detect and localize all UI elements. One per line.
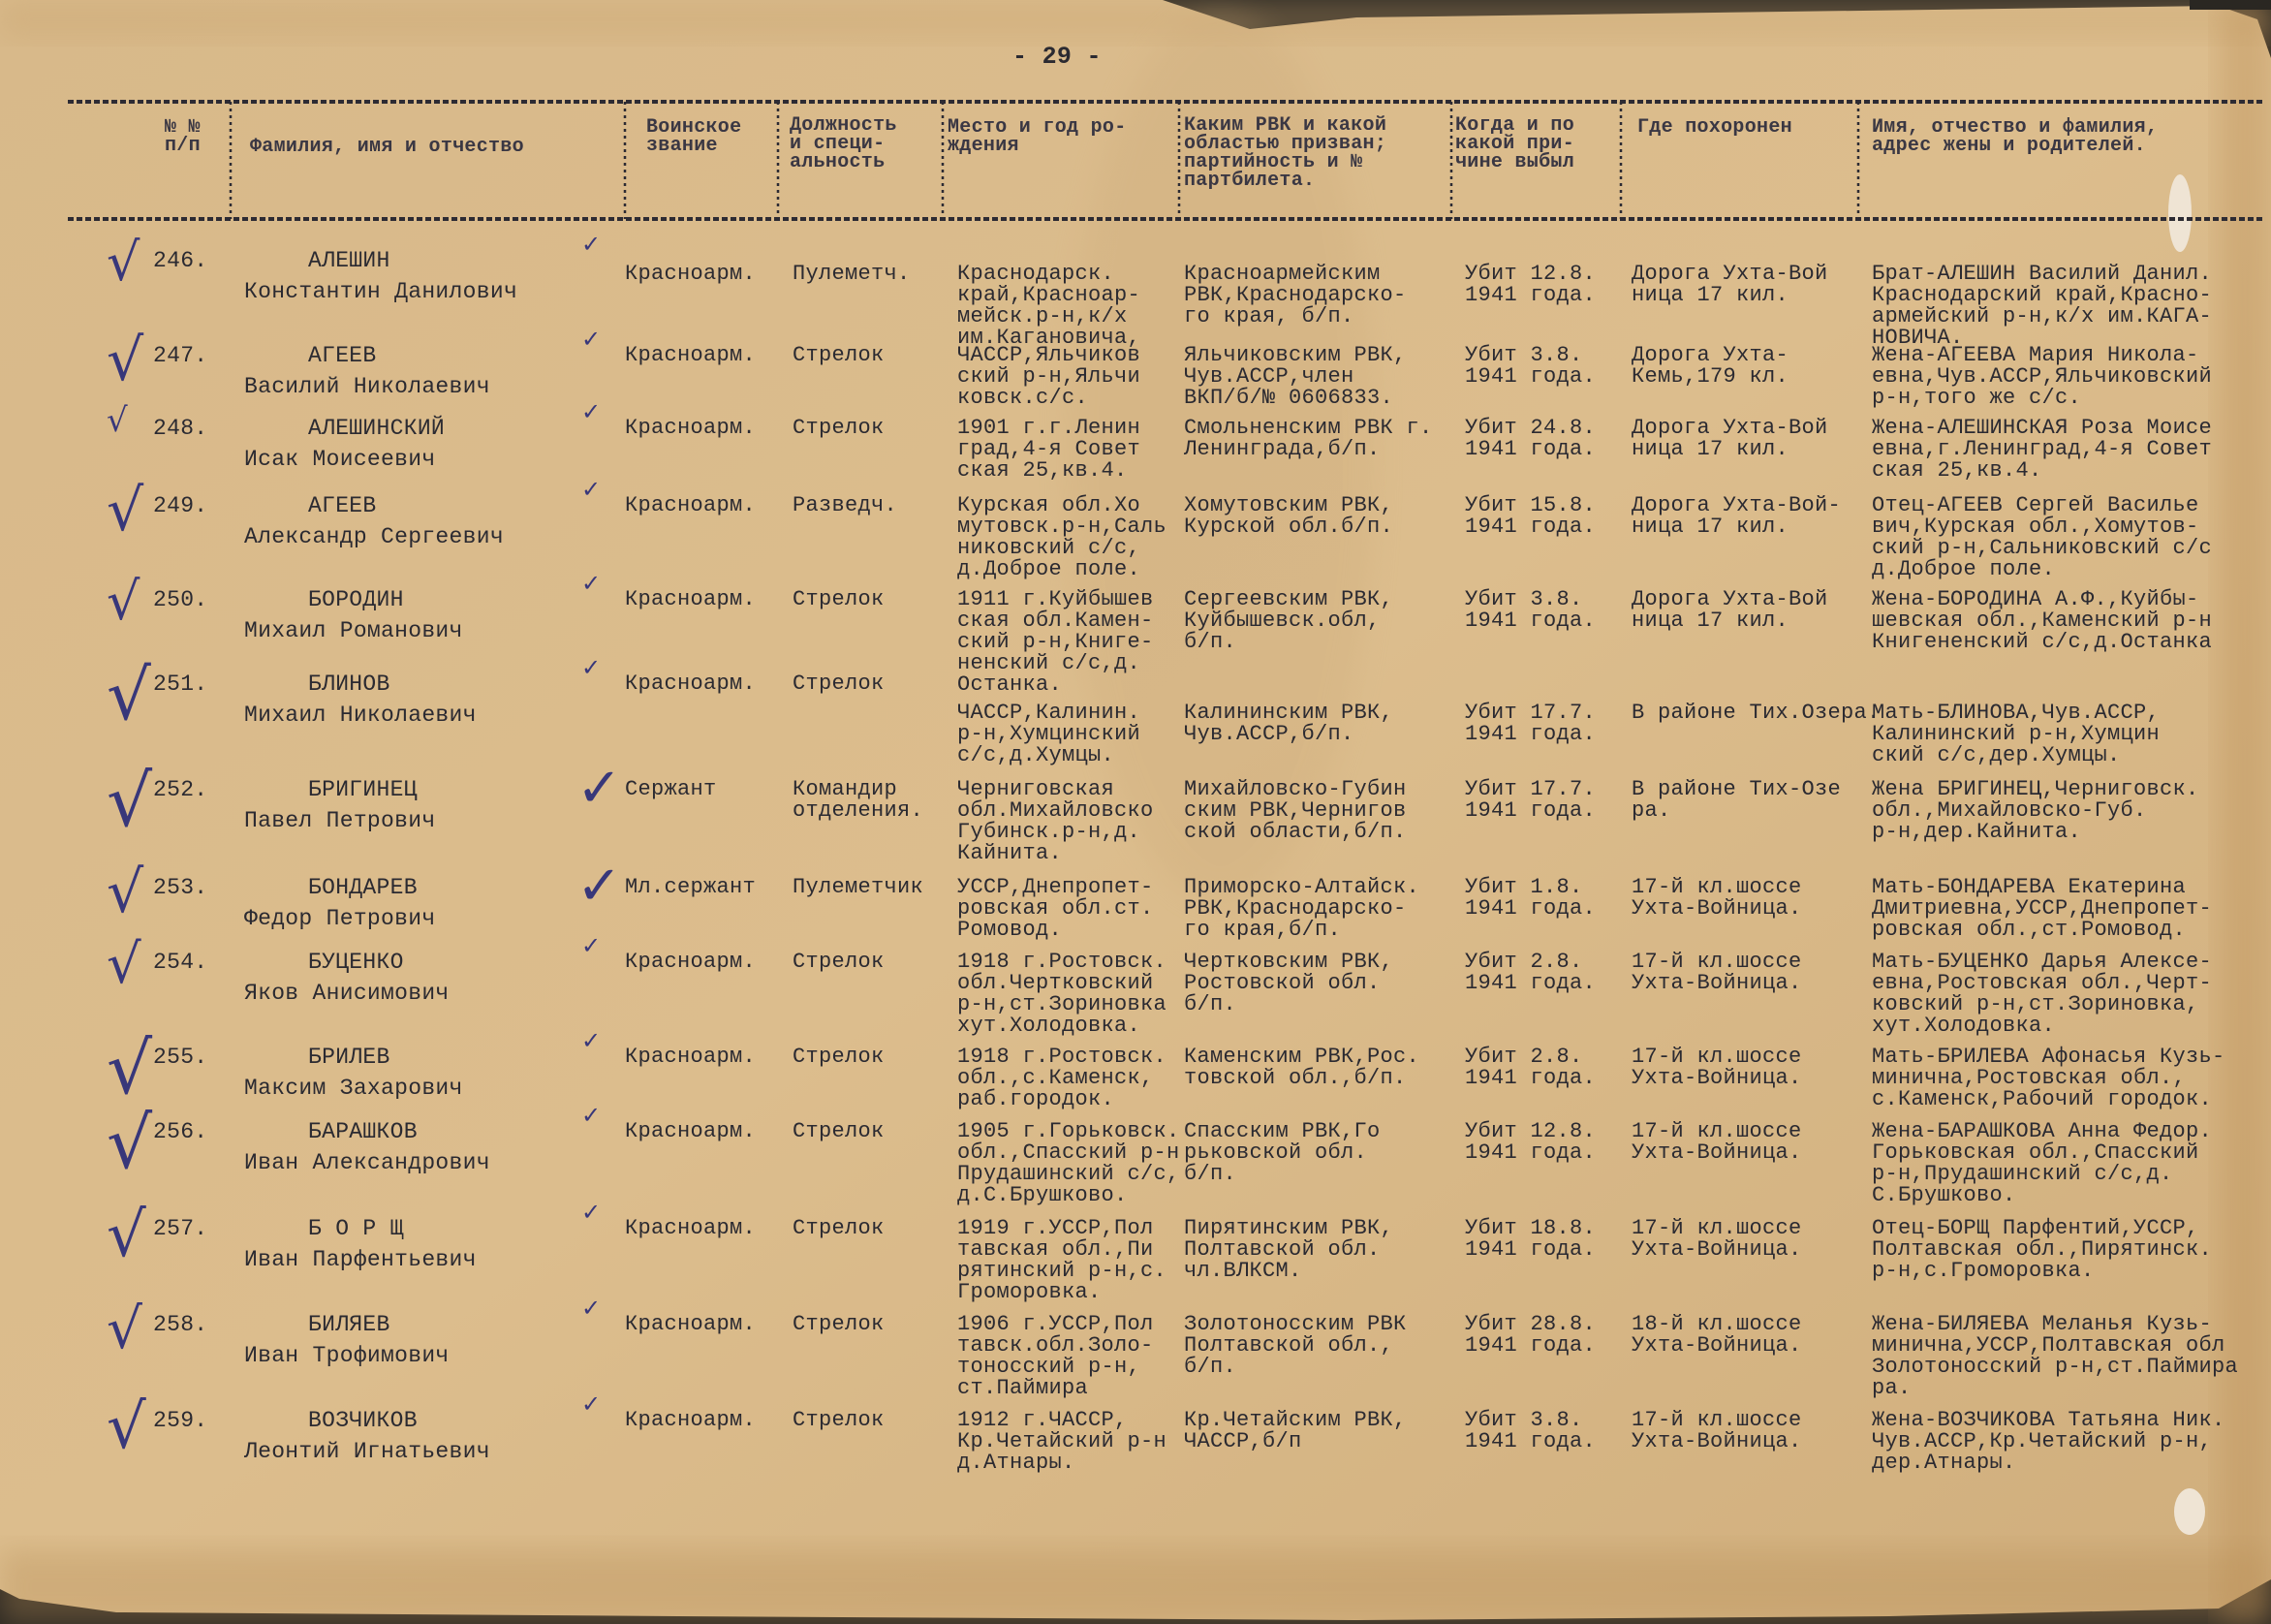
header-col-burial: Где похоронен [1637, 116, 1792, 139]
burial-cell: Дорога Ухта-Вой ница 17 кил. [1632, 262, 1828, 307]
surname: БЛИНОВ [308, 671, 390, 697]
birthplace-cell: 1912 г.ЧАССР, Кр.Четайский р-н д.Атнары. [957, 1408, 1167, 1475]
header-col-when-left: Когда и по какой при- чине выбыл [1455, 114, 1575, 173]
verification-check-icon: ✓ [581, 1102, 602, 1129]
row-number: 251. [153, 671, 208, 697]
when-left-cell: Убит 3.8. 1941 года. [1465, 343, 1597, 389]
position-cell: Стрелок [793, 1119, 885, 1143]
row-number: 255. [153, 1045, 208, 1070]
rank-cell: Красноарм. [625, 262, 757, 286]
when-left-cell: Убит 12.8. 1941 года. [1465, 1119, 1597, 1165]
paper-tear [2174, 1488, 2205, 1535]
rank-cell: Красноарм. [625, 950, 757, 974]
when-left-cell: Убит 3.8. 1941 года. [1465, 1408, 1597, 1453]
when-left-cell: Убит 2.8. 1941 года. [1465, 1045, 1597, 1090]
position-cell: Стрелок [793, 587, 885, 611]
given-names: Василий Николаевич [244, 374, 490, 399]
burial-cell: 17-й кл.шоссе Ухта-Войница. [1632, 950, 1802, 995]
verification-check-icon: ✓ [581, 476, 602, 503]
verification-check-icon: ✓ [581, 570, 602, 597]
surname: БРИГИНЕЦ [308, 777, 418, 802]
header-col-name: Фамилия, имя и отчество [250, 136, 524, 158]
given-names: Александр Сергеевич [244, 524, 504, 549]
rank-cell: Красноарм. [625, 416, 757, 440]
position-cell: Стрелок [793, 343, 885, 367]
header-col-number: № № п/п [165, 116, 201, 157]
row-number: 259. [153, 1408, 208, 1433]
given-names: Иван Александрович [244, 1150, 490, 1175]
position-cell: Стрелок [793, 671, 885, 696]
when-left-cell: Убит 18.8. 1941 года. [1465, 1216, 1597, 1262]
surname: БУЦЕНКО [308, 950, 404, 975]
verification-check-icon: ✓ [581, 326, 602, 353]
surname: ВОЗЧИКОВ [308, 1408, 418, 1433]
relatives-cell: Мать-БОНДАРЕВА Екатерина Дмитриевна,УССР,Днепропет- ровская обл.,ст.Ромовод. [1872, 875, 2213, 942]
draft-office-cell: Каменским РВК,Рос. товской обл.,б/п. [1184, 1045, 1420, 1090]
verification-check-icon: ✓ [581, 654, 602, 681]
rank-cell: Красноарм. [625, 1045, 757, 1069]
when-left-cell: Убит 12.8. 1941 года. [1465, 262, 1597, 307]
when-left-cell: Убит 28.8. 1941 года. [1465, 1312, 1597, 1358]
surname: БОНДАРЕВ [308, 875, 418, 900]
relatives-cell: Жена-БАРАШКОВА Анна Федор. Горьковская обл.,Спасский р-н,Прудашинский с/с,д. С.Брушково. [1872, 1119, 2213, 1207]
when-left-cell: Убит 24.8. 1941 года. [1465, 416, 1597, 461]
row-number: 254. [153, 950, 208, 975]
draft-office-cell: Пирятинским РВК, Полтавской обл. чл.ВЛКСМ. [1184, 1216, 1394, 1283]
draft-office-cell: Сергеевским РВК, Куйбышевск.обл, б/п. [1184, 587, 1394, 654]
burial-cell: Дорога Ухта- Кемь,179 кл. [1632, 343, 1789, 389]
check-mark-icon: √ [107, 401, 128, 440]
given-names: Иван Трофимович [244, 1343, 450, 1368]
verification-check-icon: ✓ [581, 1390, 602, 1418]
surname: АГЕЕВ [308, 343, 377, 368]
draft-office-cell: Хомутовским РВК, Курской обл.б/п. [1184, 493, 1394, 539]
draft-office-cell: Кр.Четайским РВК, ЧАССР,б/п [1184, 1408, 1407, 1453]
relatives-cell: Жена-БОРОДИНА А.Ф.,Куйбы- шевская обл.,Каменский р-н Книгененский с/с,д.Останка [1872, 587, 2213, 654]
birthplace-cell: 1918 г.Ростовск. обл.Чертковский р-н,ст.Зориновка хут.Холодовка. [957, 950, 1167, 1038]
relatives-cell: Мать-БЛИНОВА,Чув.АССР, Калининский р-н,Хумцин ский с/с,дер.Хумцы. [1872, 701, 2161, 767]
burial-cell: Дорога Ухта-Вой ница 17 кил. [1632, 416, 1828, 461]
draft-office-cell: Приморско-Алтайск. РВК,Краснодарско- го края,б/п. [1184, 875, 1420, 942]
verification-check-icon: ✓ [576, 757, 622, 820]
draft-office-cell: Яльчиковским РВК, Чув.АССР,член ВКП/б/№ 0606833. [1184, 343, 1407, 410]
check-mark-icon: √ [107, 1296, 142, 1361]
check-mark-icon: √ [107, 1200, 146, 1271]
relatives-cell: Брат-АЛЕШИН Василий Данил. Краснодарский край,Красно- армейский р-н,к/х им.КАГА- НОВИЧА. [1872, 262, 2213, 350]
birthplace-cell: ЧАССР,Калинин. р-н,Хумцинский с/с,д.Хумцы. [957, 701, 1141, 767]
given-names: Иван Парфентьевич [244, 1247, 477, 1272]
row-number: 256. [153, 1119, 208, 1144]
rank-cell: Красноарм. [625, 493, 757, 517]
position-cell: Стрелок [793, 1216, 885, 1240]
verification-check-icon: ✓ [581, 1027, 602, 1054]
relatives-cell: Жена БРИГИНЕЦ,Черниговск. обл.,Михайловско-Губ. р-н,дер.Кайнита. [1872, 777, 2199, 844]
relatives-cell: Отец-АГЕЕВ Сергей Васильe вич,Курская обл.,Хомутов- ский р-н,Сальниковский с/с д.Доброе поле. [1872, 493, 2213, 581]
draft-office-cell: Михайловско-Губин ским РВК,Чернигов ской области,б/п. [1184, 777, 1407, 844]
relatives-cell: Жена-ВОЗЧИКОВА Татьяна Ник. Чув.АССР,Кр.Четайский р-н, дер.Атнары. [1872, 1408, 2225, 1475]
burial-cell: Дорога Ухта-Вой ница 17 кил. [1632, 587, 1828, 633]
rank-cell: Красноарм. [625, 1119, 757, 1143]
check-mark-icon: √ [107, 760, 153, 843]
burial-cell: В районе Тих-Озе ра. [1632, 777, 1842, 823]
row-number: 249. [153, 493, 208, 518]
birthplace-cell: 1911 г.Куйбышев ская обл.Камен- ский р-н,Книге- ненский с/с,д. Останка. [957, 587, 1154, 697]
rank-cell: Красноарм. [625, 343, 757, 367]
when-left-cell: Убит 17.7. 1941 года. [1465, 777, 1597, 823]
draft-office-cell: Смольненским РВК г. Ленинграда,б/п. [1184, 416, 1433, 461]
check-mark-icon: √ [107, 1391, 146, 1463]
given-names: Исак Моисеевич [244, 447, 436, 472]
burial-cell: 17-й кл.шоссе Ухта-Войница. [1632, 875, 1802, 921]
header-col-position: Должность и специ- альность [790, 114, 897, 173]
position-cell: Стрелок [793, 1312, 885, 1336]
rank-cell: Сержант [625, 777, 717, 801]
paper-tear [2168, 174, 2192, 252]
surname: БРИЛЕВ [308, 1045, 390, 1070]
verification-check-icon: ✓ [581, 231, 602, 258]
check-mark-icon: √ [107, 1027, 153, 1110]
position-cell: Командир отделения. [793, 777, 924, 823]
birthplace-cell: Курская обл.Хо мутовск.р-н,Саль никовский с/с, д.Доброе поле. [957, 493, 1167, 581]
position-cell: Пулеметч. [793, 262, 911, 286]
given-names: Леонтий Игнатьевич [244, 1439, 490, 1464]
birthplace-cell: Черниговская обл.Михайловско Губинск.р-н,д. Кайнита. [957, 777, 1154, 865]
burial-cell: 17-й кл.шоссе Ухта-Войница. [1632, 1408, 1802, 1453]
when-left-cell: Убит 2.8. 1941 года. [1465, 950, 1597, 995]
header-col-relatives: Имя, отчество и фамилия, адрес жены и родителей. [1872, 116, 2159, 157]
birthplace-cell: 1906 г.УССР,Пол тавск.обл.Золо- тоносский р-н, ст.Паймира [957, 1312, 1154, 1400]
given-names: Максим Захарович [244, 1076, 463, 1101]
row-number: 257. [153, 1216, 208, 1241]
surname: БИЛЯЕВ [308, 1312, 390, 1337]
birthplace-cell: Краснодарск. край,Красноар- мейск.р-н,к/х им.Кагановича, [957, 262, 1141, 350]
surname: АЛЕШИНСКИЙ [308, 416, 446, 441]
relatives-cell: Мать-БУЦЕНКО Дарья Алексе- евна,Ростовская обл.,Черт- ковский р-н,ст.Зориновка, хут.Холодовка. [1872, 950, 2213, 1038]
relatives-cell: Мать-БРИЛЕВА Афонасья Кузь- минична,Ростовская обл., с.Каменск,Рабочий городок. [1872, 1045, 2225, 1111]
given-names: Яков Анисимович [244, 981, 450, 1006]
check-mark-icon: √ [107, 327, 144, 394]
check-mark-icon: √ [107, 859, 144, 926]
surname: Б О Р Щ [308, 1216, 404, 1241]
relatives-cell: Жена-АГЕЕВА Мария Никола- евна,Чув.АССР,Яльчиковский р-н,того же с/с. [1872, 343, 2213, 410]
position-cell: Стрелок [793, 1408, 885, 1432]
given-names: Михаил Романович [244, 618, 463, 643]
draft-office-cell: Чертковским РВК, Ростовской обл. б/п. [1184, 950, 1394, 1016]
birthplace-cell: 1919 г.УССР,Пол тавская обл.,Пи рятинский р-н,с. Громоровка. [957, 1216, 1167, 1304]
draft-office-cell: Спасским РВК,Го рьковской обл. б/п. [1184, 1119, 1381, 1186]
check-mark-icon: √ [107, 933, 141, 996]
position-cell: Стрелок [793, 1045, 885, 1069]
check-mark-icon: √ [107, 571, 140, 632]
given-names: Михаил Николаевич [244, 703, 477, 728]
relatives-cell: Жена-БИЛЯЕВА Меланья Кузь- минична,УССР,Полтавская обл Золотоносский р-н,ст.Паймира ра. [1872, 1312, 2239, 1400]
relatives-cell: Отец-БОРЩ Парфентий,УССР, Полтавская обл.,Пирятинск. р-н,с.Громоровка. [1872, 1216, 2213, 1283]
birthplace-cell: УССР,Днепропет- ровская обл.ст. Ромовод. [957, 875, 1154, 942]
row-number: 258. [153, 1312, 208, 1337]
birthplace-cell: 1905 г.Горьковск. обл.,Спасский р-н Прудашинский с/с, д.С.Брушково. [957, 1119, 1180, 1207]
surname: АЛЕШИН [308, 248, 390, 273]
rank-cell: Красноарм. [625, 671, 757, 696]
burial-cell: 17-й кл.шоссе Ухта-Войница. [1632, 1216, 1802, 1262]
relatives-cell: Жена-АЛЕШИНСКАЯ Роза Моисе евна,г.Ленинград,4-я Совет ская 25,кв.4. [1872, 416, 2213, 483]
check-mark-icon: √ [107, 232, 140, 293]
header-col-birthplace: Место и год ро- ждения [948, 116, 1127, 157]
given-names: Константин Данилович [244, 279, 518, 304]
position-cell: Стрелок [793, 416, 885, 440]
draft-office-cell: Золотоносским РВК Полтавской обл., б/п. [1184, 1312, 1407, 1379]
check-mark-icon: √ [107, 1102, 153, 1185]
row-number: 247. [153, 343, 208, 368]
birthplace-cell: 1901 г.г.Ленин град,4-я Совет ская 25,кв.4. [957, 416, 1141, 483]
when-left-cell: Убит 17.7. 1941 года. [1465, 701, 1597, 746]
position-cell: Разведч. [793, 493, 898, 517]
row-number: 250. [153, 587, 208, 612]
rank-cell: Красноарм. [625, 1408, 757, 1432]
birthplace-cell: ЧАССР,Яльчиков ский р-н,Яльчи ковск.с/с. [957, 343, 1141, 410]
burial-cell: 18-й кл.шоссе Ухта-Войница. [1632, 1312, 1802, 1358]
when-left-cell: Убит 3.8. 1941 года. [1465, 587, 1597, 633]
burial-cell: 17-й кл.шоссе Ухта-Войница. [1632, 1045, 1802, 1090]
rank-cell: Красноарм. [625, 587, 757, 611]
check-mark-icon: √ [107, 477, 144, 545]
when-left-cell: Убит 15.8. 1941 года. [1465, 493, 1597, 539]
check-mark-icon: √ [107, 654, 151, 735]
surname: БАРАШКОВ [308, 1119, 418, 1144]
rank-cell: Красноарм. [625, 1216, 757, 1240]
page-number: - 29 - [1012, 43, 1102, 71]
burial-cell: 17-й кл.шоссе Ухта-Войница. [1632, 1119, 1802, 1165]
verification-check-icon: ✓ [581, 932, 602, 959]
verification-check-icon: ✓ [581, 1199, 602, 1226]
surname: АГЕЕВ [308, 493, 377, 518]
header-col-draft-office: Каким РВК и какой областью призван; партийность и № партбилета. [1184, 114, 1387, 192]
burial-cell: Дорога Ухта-Вой- ница 17 кил. [1632, 493, 1842, 539]
verification-check-icon: ✓ [581, 398, 602, 425]
row-number: 252. [153, 777, 208, 802]
birthplace-cell: 1918 г.Ростовск. обл.,с.Каменск, раб.городок. [957, 1045, 1167, 1111]
position-cell: Стрелок [793, 950, 885, 974]
draft-office-cell: Калининским РВК, Чув.АССР,б/п. [1184, 701, 1394, 746]
given-names: Павел Петрович [244, 808, 436, 833]
surname: БОРОДИН [308, 587, 404, 612]
header-col-rank: Воинское звание [646, 116, 742, 157]
given-names: Федор Петрович [244, 906, 436, 931]
position-cell: Пулеметчик [793, 875, 924, 899]
rank-cell: Мл.сержант [625, 875, 757, 899]
burial-cell: В районе Тих.Озера. [1632, 701, 1881, 725]
verification-check-icon: ✓ [576, 855, 622, 918]
row-number: 253. [153, 875, 208, 900]
row-number: 246. [153, 248, 208, 273]
draft-office-cell: Красноармейским РВК,Краснодарско- го края, б/п. [1184, 262, 1407, 328]
verification-check-icon: ✓ [581, 1295, 602, 1322]
when-left-cell: Убит 1.8. 1941 года. [1465, 875, 1597, 921]
row-number: 248. [153, 416, 208, 441]
rank-cell: Красноарм. [625, 1312, 757, 1336]
